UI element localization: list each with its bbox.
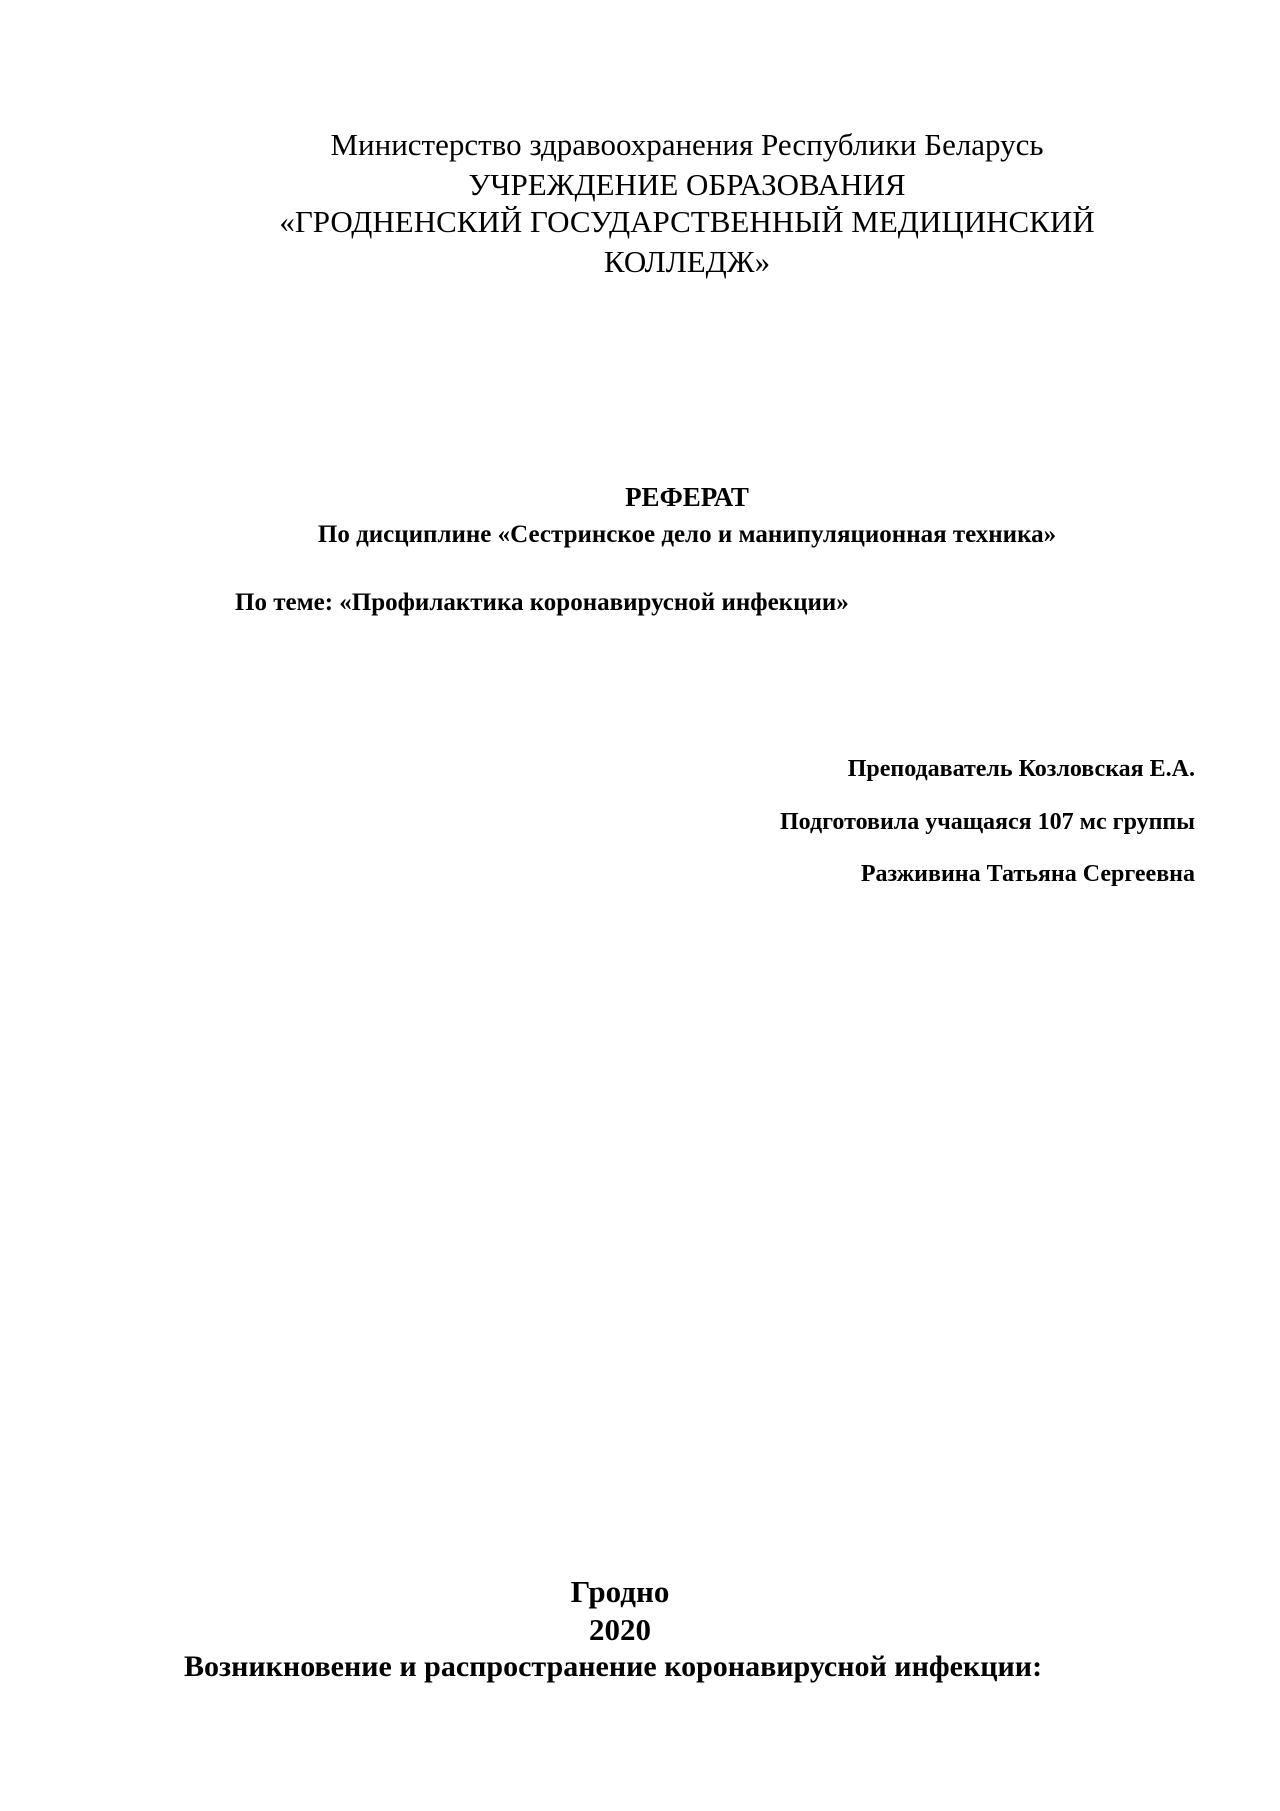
institution-name-line1: «ГРОДНЕНСКИЙ ГОСУДАРСТВЕННЫЙ МЕДИЦИНСКИЙ [279, 204, 1095, 239]
section-heading: Возникновение и распространение коронавирусной инфекции: [184, 1650, 1043, 1683]
institution-type-line: УЧРЕЖДЕНИЕ ОБРАЗОВАНИЯ [468, 167, 906, 202]
student-name-line: Разживина Татьяна Сергеевна [860, 861, 1195, 887]
year-line: 2020 [589, 1612, 651, 1647]
teacher-line: Преподаватель Козловская Е.А. [847, 756, 1195, 782]
city-line: Гродно [570, 1574, 670, 1609]
prepared-by-line: Подготовила учащаяся 107 мс группы [780, 809, 1195, 835]
topic-line: По теме: «Профилактика коронавирусной инфекции» [235, 589, 849, 616]
document-type-title: РЕФЕРАТ [625, 482, 749, 512]
ministry-line: Министерство здравоохранения Республики Беларусь [330, 127, 1044, 162]
discipline-line: По дисциплине «Сестринское дело и манипуляционная техника» [317, 521, 1057, 548]
institution-name-line2: КОЛЛЕДЖ» [603, 244, 771, 279]
